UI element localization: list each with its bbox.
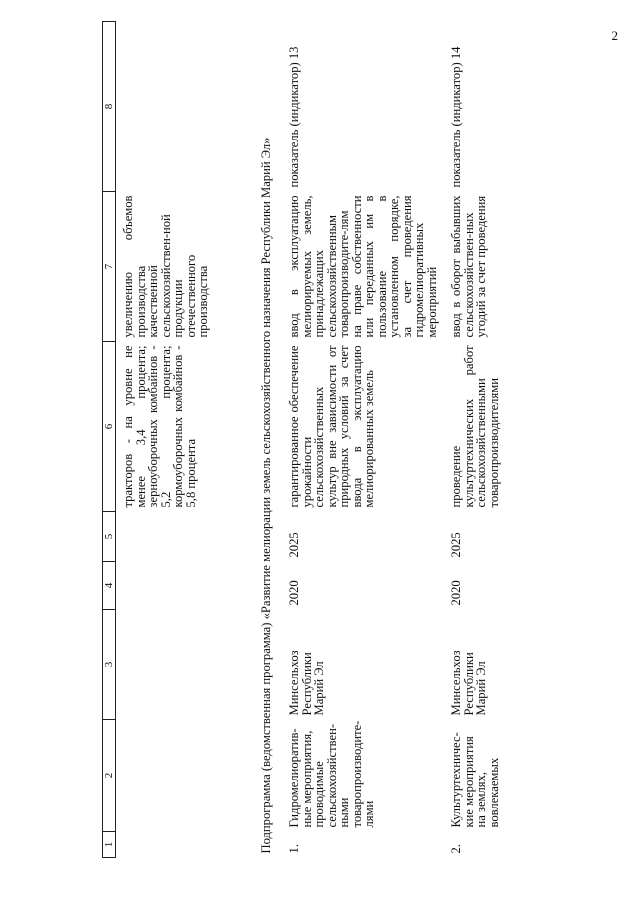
measure-name: Гидромелиоратив-ные мероприятия, проводимые сельскохозяйствен-ными товаропроизводите-лями [287, 720, 376, 828]
rotated-table-block [102, 22, 602, 858]
start-year: 2020 [449, 580, 463, 606]
column-number: 8 [103, 22, 116, 192]
start-year: 2020 [287, 580, 301, 606]
continuation-consequence-cell: увеличению объемов производства качественной сельскохозяйствен-ной продукции отечественного производства [121, 195, 210, 338]
table-row [448, 22, 502, 858]
column-number: 7 [103, 192, 116, 342]
indicator-link: показатель (индикатор) 13 [287, 46, 301, 188]
indicator-link: показатель (индикатор) 14 [449, 46, 463, 188]
column-number: 1 [103, 832, 116, 858]
expected-result: гарантированное обеспечение урожайности сельскохозяйственных культур вне зависимости от природных условий за счет ввода в эксплуатацию мелиорированных земель [287, 345, 376, 508]
executor: Минсельхоз Республики Марий Эл [449, 650, 488, 716]
end-year: 2025 [287, 532, 301, 558]
column-number: 6 [103, 342, 116, 512]
row-number: 2. [449, 844, 463, 854]
column-number: 5 [103, 512, 116, 562]
table-row [286, 22, 448, 858]
column-number-row [103, 22, 116, 858]
program-table [102, 21, 502, 858]
page-number: 2 [611, 28, 618, 43]
column-number: 3 [103, 610, 116, 720]
consequences: ввод в эксплуатацию мелиорируемых земель, принадлежащих сельскохозяйственным товаропроизводите-лям на праве собственности или переданных им в пользование в установленном порядке, за счет проведения гидромелиоративных мероприятий [287, 195, 439, 338]
measure-name: Культуртехничес-кие мероприятия на землях, вовлекаемых [449, 732, 501, 828]
subprogram-row [224, 22, 287, 858]
end-year: 2025 [449, 532, 463, 558]
row-number: 1. [287, 844, 301, 854]
column-number: 2 [103, 720, 116, 832]
continuation-row [116, 22, 224, 858]
expected-result: проведение культуртехнических работ сельскохозяйственными товаропроизводителями [449, 345, 501, 508]
consequences: ввод в оборот выбывших сельскохозяйствен-ных угодий за счет проведения [449, 195, 488, 338]
subprogram-title: Подпрограмма (ведомственная программа) «Развитие мелиорации земель сельскохозяйственного назначения Республики Марий Эл» [258, 137, 273, 854]
column-number: 4 [103, 562, 116, 610]
executor: Минсельхоз Республики Марий Эл [287, 650, 326, 716]
continuation-result-cell: тракторов - на уровне не менее 3,4 процента; зерноуборочных комбайнов - 5,2 процента; кормоуборочных комбайнов - 5,8 процента [121, 345, 198, 508]
